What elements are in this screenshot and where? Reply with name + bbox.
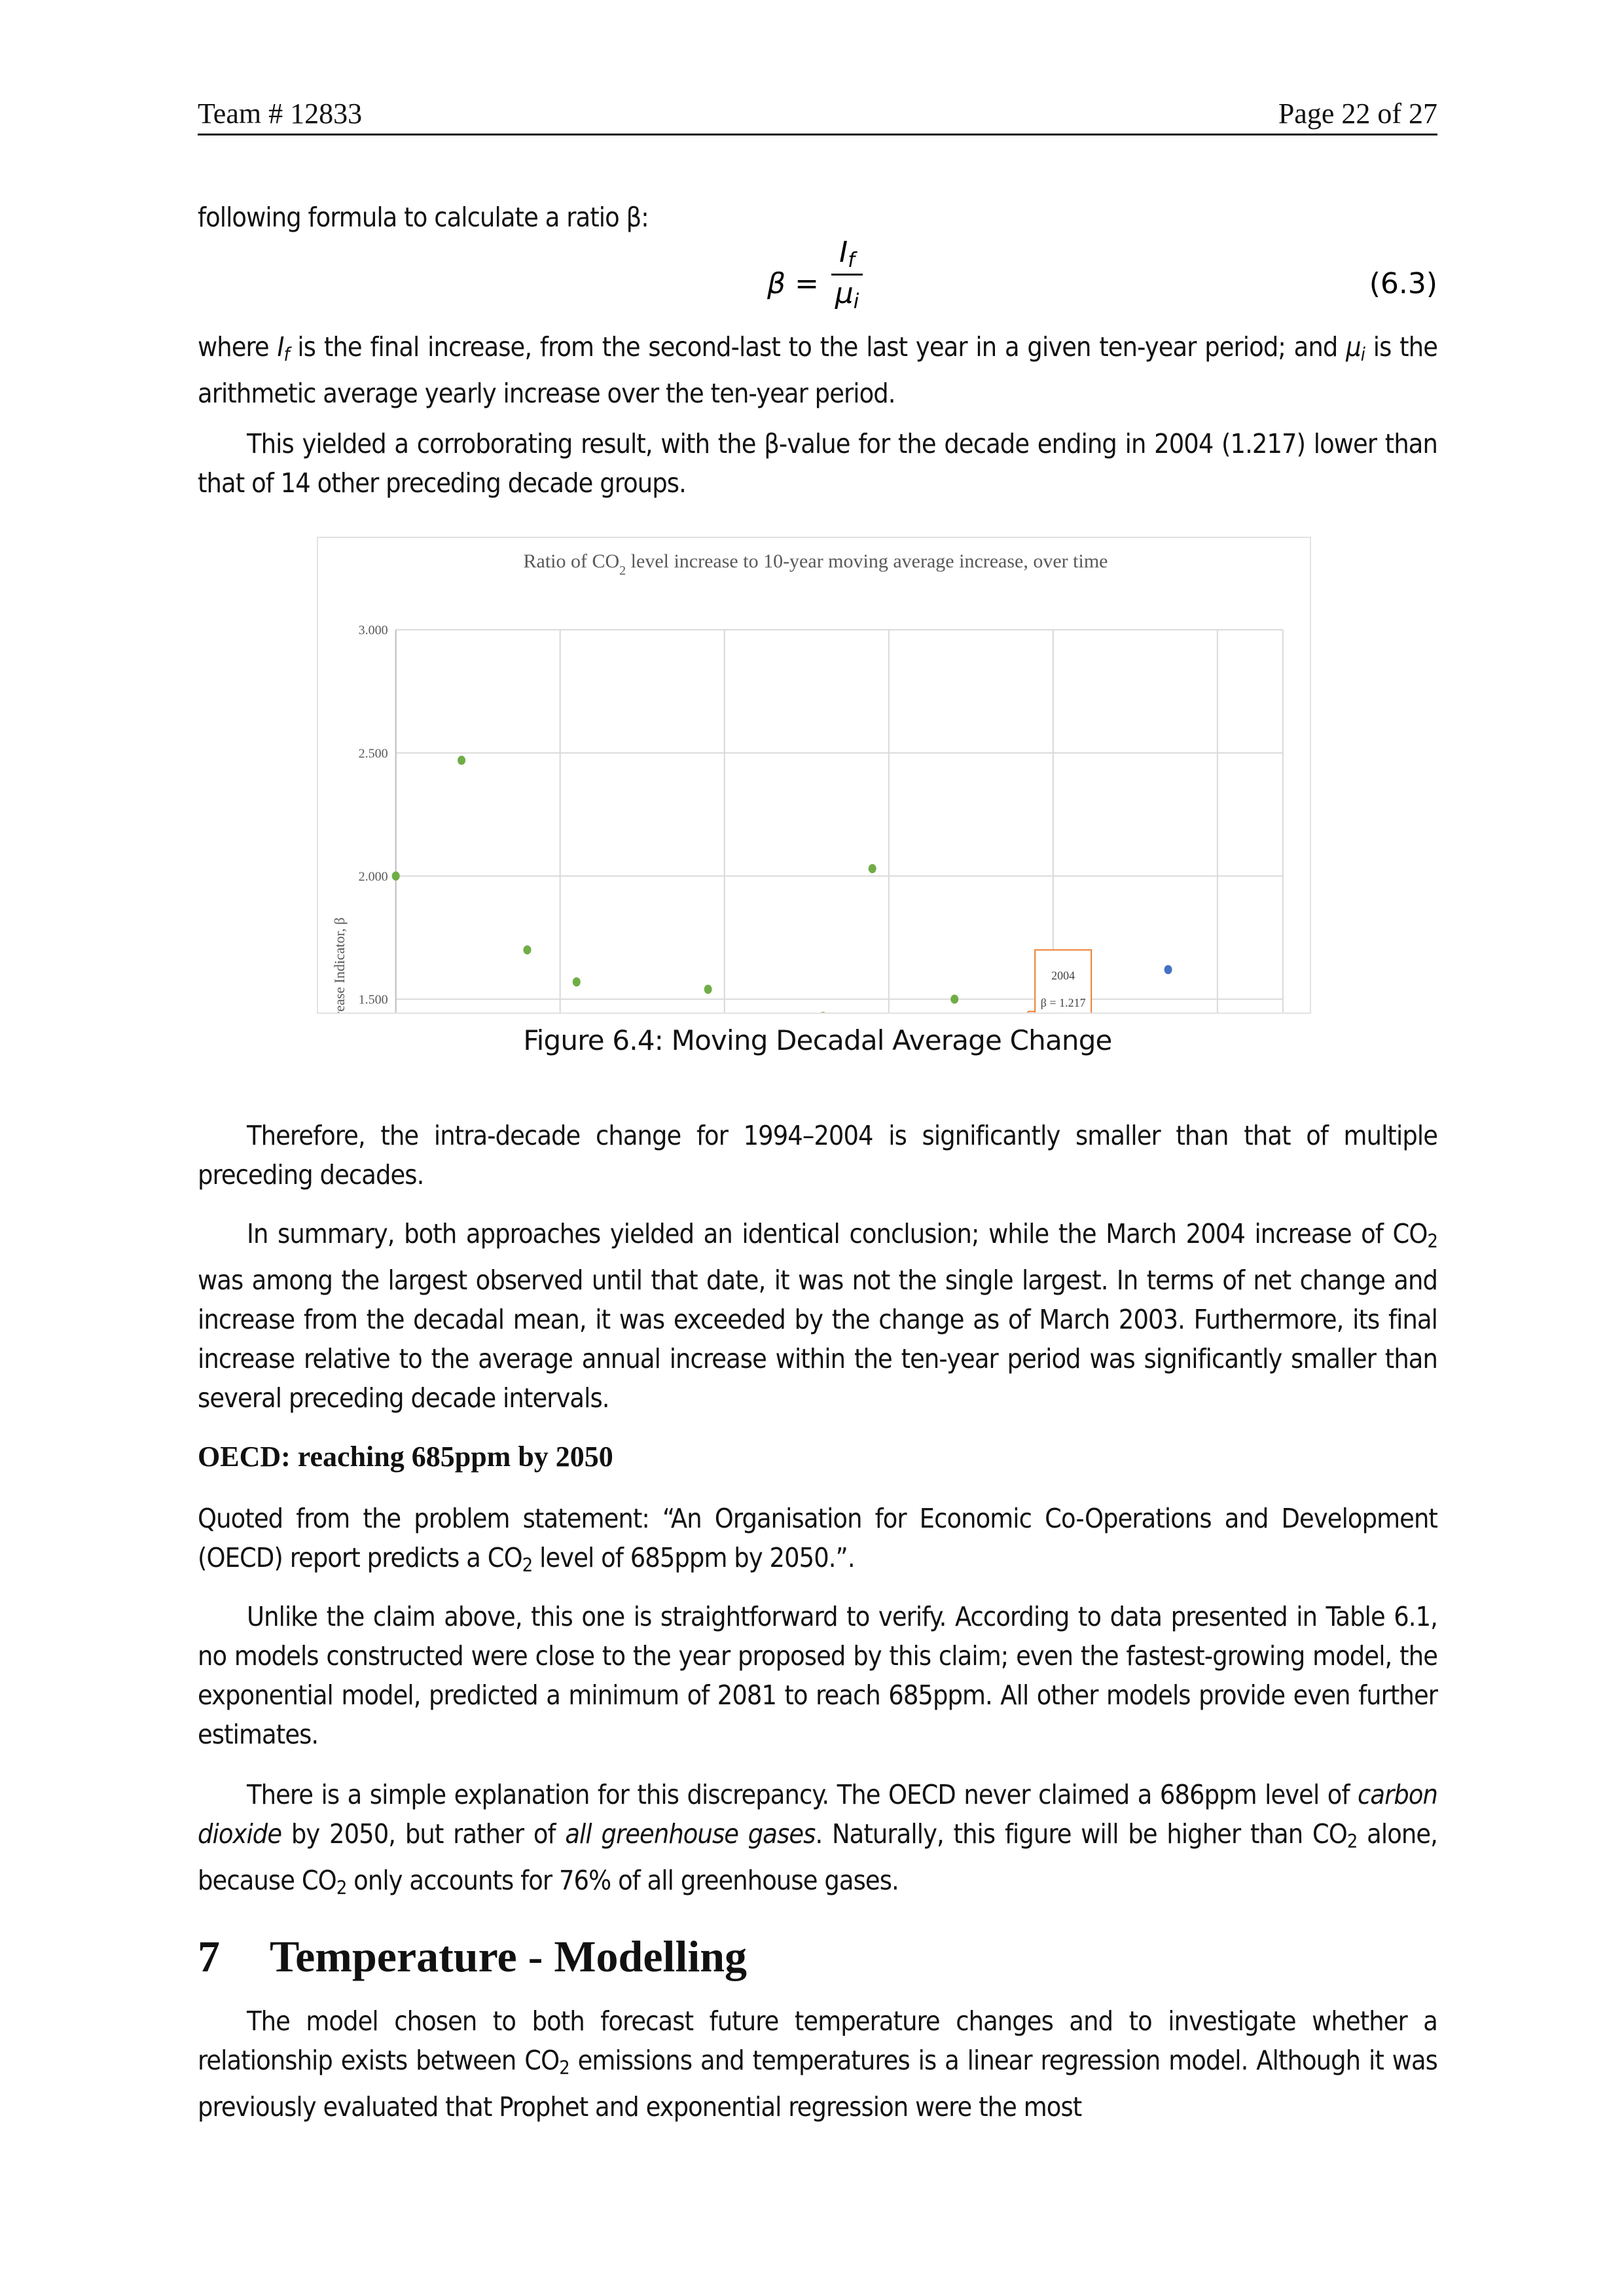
intro-line: following formula to calculate a ratio β: [198,202,649,233]
data-point [869,864,876,873]
equation-number: (6.3) [1369,267,1437,300]
data-point [950,995,958,1004]
data-point [1164,965,1172,974]
equation-numerator: $I_f$ [839,236,855,272]
data-point [392,871,400,880]
team-number: Team # 12833 [198,98,363,130]
data-point [458,756,465,765]
data-point [523,945,531,954]
section-heading-7 [198,1931,747,1982]
y-axis-title: Annual Increase Indicator, β [331,917,348,1013]
therefore-paragraph: Therefore, the intra-decade change for 1994–2004 is significantly smaller than that of multiple preceding decades. [198,1120,1437,1191]
fraction-bar [831,274,863,276]
figure-6-4-chart [317,537,1311,1014]
unlike-paragraph: Unlike the claim above, this one is straightforward to verify. According to data presented in Table 6.1, no models constructed were close to the year proposed by this claim; even the fastest-growing model, the exponential model, predicted a minimum of 2081 to reach 685ppm. All other models provide even further estimates. [198,1601,1437,1750]
equation-denominator: $\mu_i$ [835,276,859,314]
annotation-value: β = 1.217 [1040,996,1086,1009]
data-point [573,977,581,986]
section-number: 7 [198,1931,220,1981]
annotation-leader [987,1011,1036,1013]
y-tick-label: 2.500 [358,746,388,761]
chart-title: Ratio of $CO_2$ level increase to 10-year moving average increase, over time [523,550,1108,578]
explanation-paragraph: There is a simple explanation for this discrepancy. The OECD never claimed a 686ppm level of carbon dioxide by 2050, but rather of all greenhouse gases. Naturally, this figure will be higher than $CO_2$ alone, because $CO_2$ only accounts for 76% of all greenhouse gases. [198,1779,1437,1899]
where-paragraph: where $I_f$ is the final increase, from the second-last to the last year in a given ten-year period; and $\mu_i$ is the arithmetic average yearly increase over the ten-year period. [198,331,1437,410]
page-header [198,97,1437,135]
model-paragraph: The model chosen to both forecast future temperature changes and to investigate whether a relationship exists between $CO_2$ emissions and temperatures is a linear regression model. Although it was previously evaluated that Prophet and exponential regression were the most [198,2005,1437,2123]
oecd-subheading: OECD: reaching 685ppm by 2050 [198,1441,613,1473]
section-title: Temperature - Modelling [270,1931,748,1981]
data-point [819,1012,827,1013]
summary-paragraph: In summary, both approaches yielded an identical conclusion; while the March 2004 increase of $CO_2$ was among the largest observed until that date, it was not the single largest. In terms of net change and increase from the decadal mean, it was exceeded by the change as of March 2003. Furthermore, its final increase relative to the average annual increase within the ten-year period was significantly smaller than several preceding decade intervals. [198,1218,1437,1414]
y-tick-label: 1.500 [358,992,388,1007]
data-point [704,985,712,994]
scatter-chart [318,538,1310,1013]
annotation-year: 2004 [1051,969,1075,982]
equation-lhs: β = [767,267,819,300]
figure-caption: Figure 6.4: Moving Decadal Average Change [523,1024,1112,1056]
equation-6-3 [198,236,1437,327]
result-paragraph: This yielded a corroborating result, with the β-value for the decade ending in 2004 (1.217) lower than that of 14 other preceding decade groups. [198,428,1437,499]
y-tick-label: 2.000 [358,869,388,884]
quote-paragraph: Quoted from the problem statement: “An Organisation for Economic Co-Operations and Development (OECD) report predicts a $CO_2$ level of 685ppm by 2050.”. [198,1503,1437,1577]
y-tick-label: 3.000 [358,623,388,638]
equation-fraction [827,236,867,313]
page-number: Page 22 of 27 [1278,98,1437,130]
